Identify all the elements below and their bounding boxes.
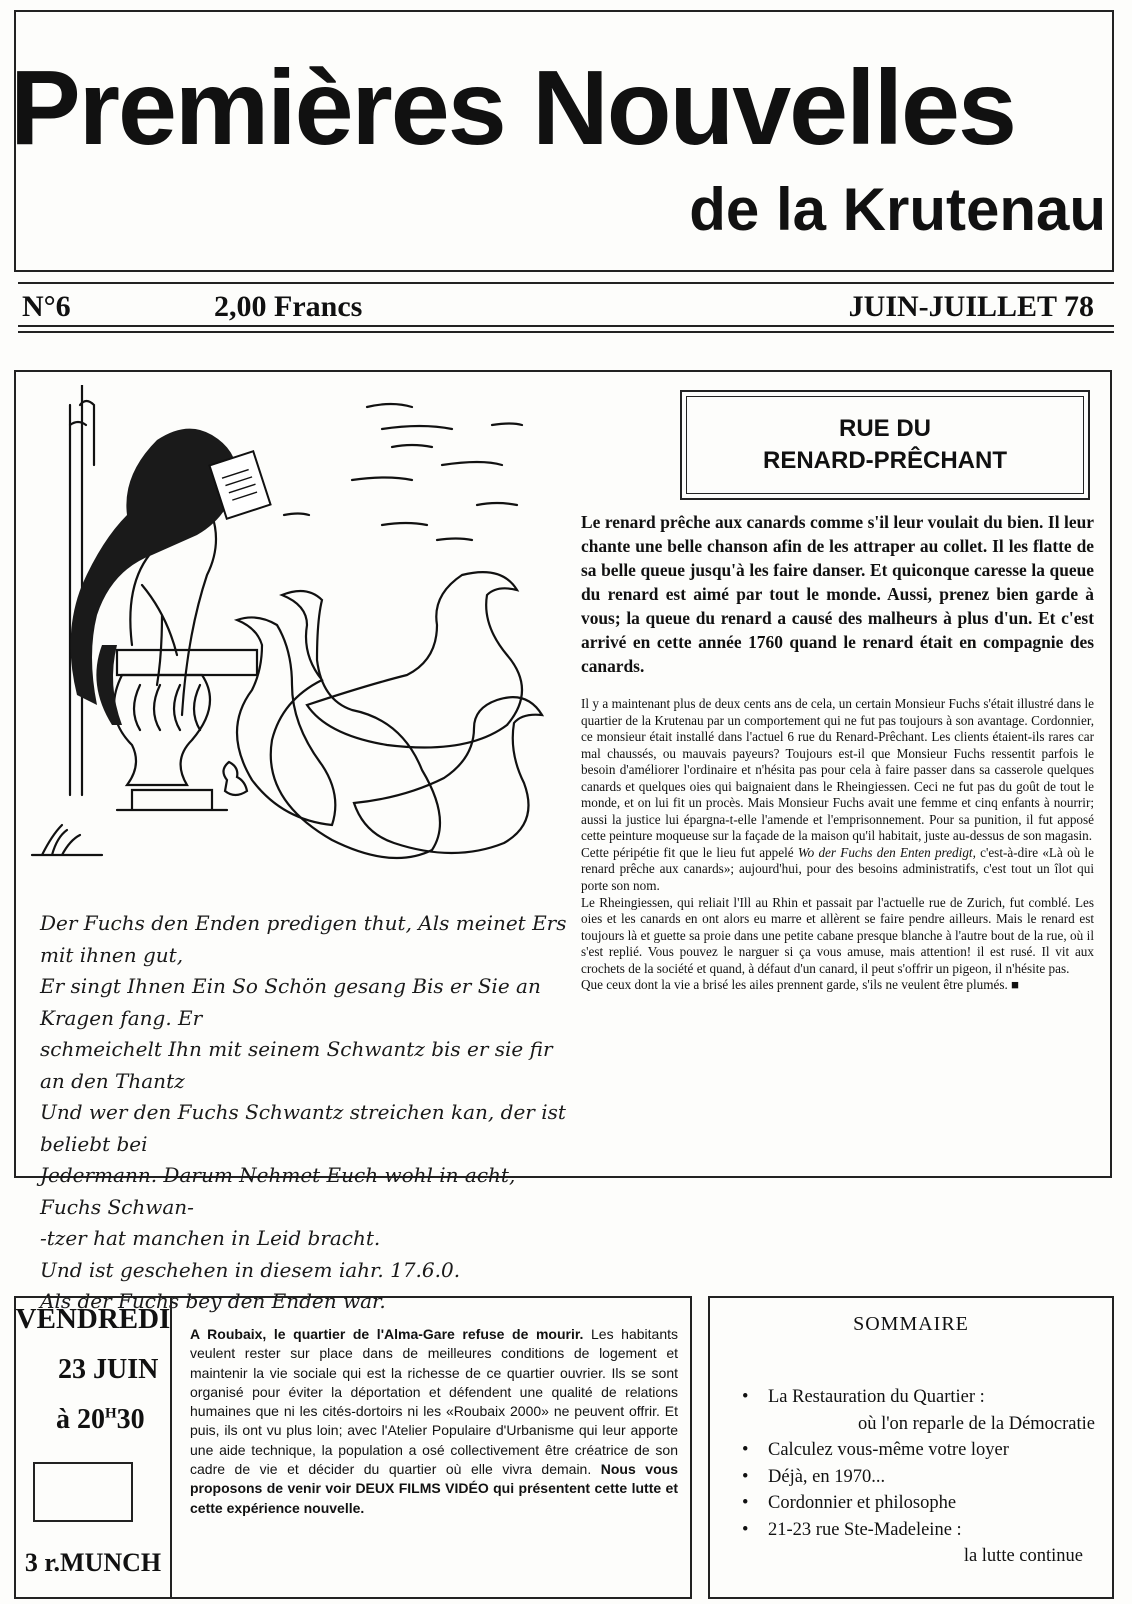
issue-date: JUIN-JUILLET 78 <box>848 290 1094 323</box>
issue-number: N°6 <box>22 290 71 323</box>
event-place: 3 r.MUNCH <box>24 1548 162 1577</box>
verse-line: Der Fuchs den Enden predigen thut, Als meinet Ers mit ihnen gut, <box>40 911 567 967</box>
summary-item <box>742 1517 1097 1544</box>
event-blank-box <box>33 1462 133 1522</box>
summary-item-label: 21-23 rue Ste-Madeleine : <box>768 1519 962 1540</box>
verse-line: Als der Fuchs bey den Enden war. <box>40 1289 386 1313</box>
issue-price: 2,00 Francs <box>214 290 363 323</box>
article-body <box>581 696 1094 994</box>
bullet-icon: • <box>742 1519 749 1540</box>
headline-line-2: RENARD-PRÊCHANT <box>763 447 1007 474</box>
article-paragraph-1: Il y a maintenant plus de deux cents ans de cela, un certain Monsieur Fuchs s'était illustré dans le quartier de la Krutenau par un comportement qui ne fut pas toujours à son avantage. Cordonnier, ce monsieur était installé dans l'actuel 6 rue du Renard-Prêchant. Les clients étaient-ils rares car mal chaussés, ou mauvais payeurs? Toujours est-il que Monsieur Fuchs ressentit parfois le besoin d'améliorer l'ordinaire et n'hésita pas pour cela à faire passer dans sa casserole quelques canards et quelques oies qui baignaient dans le Rheingiessen. Ceci ne fut pas du goût de tout le monde, et on lui fit un procès. Mais Monsieur Fuchs avait une femme et cinq enfants à nourrir; aussi la justice lui épargna-t-elle l'amende et l'emprisonnement. Pour sa punition, il fut apposé cette peinture moqueuse sur la façade de la maison qu'il habitait, juste au-dessus de son magasin. <box>581 696 1094 844</box>
bullet-icon: • <box>742 1440 749 1460</box>
summary-item <box>742 1437 1097 1464</box>
event-time-minutes: 30 <box>116 1404 145 1435</box>
summary-item <box>742 1464 1097 1491</box>
summary-title: SOMMAIRE <box>853 1313 969 1335</box>
headline-inner-frame <box>686 396 1084 494</box>
event-time <box>56 1406 145 1434</box>
bullet-icon: • <box>742 1466 749 1487</box>
paragraph-2-end: c'est-à-dire «Là où le renard prêche aux canards»; aujourd'hui, pour des besoins administratifs, c'est tout un îlot qui porte son nom. <box>581 844 1094 894</box>
event-time-h-mark: H <box>105 1405 117 1422</box>
summary-item <box>742 1490 1097 1517</box>
summary-list <box>742 1384 1097 1570</box>
german-verse-inscription <box>40 908 570 1318</box>
summary-item-label: Calculez vous-même votre loyer <box>768 1440 1009 1460</box>
summary-item-continuation: la lutte continue <box>963 1546 1083 1566</box>
newspaper-title: Premières Nouvelles <box>10 49 1015 167</box>
promo-body: Les habitants veulent rester sur place dans de meilleures conditions de logement et maintenir la vie sociale qui est la richesse de ce quartier ouvrier. Ils se sont organisé pour éviter la déportation et défendent une qualité de relations humaines que ni les cités-dortoirs ni les «Roubaix 2000» ne peuvent offrir. Et puis, ils ont vu plus loin; avec l'Atelier Populaire d'Urbanisme qui leur apporte une aide technique, la population a osé collectivement être créatrice de son cadre de vie et décider du quartier où elle vivra demain. <box>190 1326 678 1478</box>
summary-item-label: Déjà, en 1970... <box>768 1466 886 1487</box>
article-paragraph-3: Le Rheingiessen, qui reliait l'Ill au Rhin et passait par l'actuelle rue de Zurich, fut comblé. Les oies et les canards en ont alors eu marre et allèrent se faire pendre ailleurs. Mais le renard est toujours là et guette sa proie dans une petite cabane presque blanche à l'autre bout de la rue, où il s'est replié. Vous pouvez le narguer si ça vous amuse, mais attention! il est rusé. Il vit aux crochets de la société et quand, à défaut d'un canard, il peut s'offrir un pigeon, il n'hésite pas. <box>581 894 1094 976</box>
summary-item-continuation: où l'on reparle de la Démocratie <box>857 1413 1095 1434</box>
promo-intro: A Roubaix, le quartier de l'Alma-Gare refuse de mourir. <box>190 1326 584 1342</box>
article-paragraph-4: Que ceux dont la vie a brisé les ailes prennent garde, s'ils ne veulent être plumés. ■ <box>581 977 1020 993</box>
headline-line-1: RUE DU <box>838 414 931 442</box>
event-time-hour: à 20 <box>56 1404 105 1435</box>
event-date: 23 JUIN <box>58 1354 159 1385</box>
verse-line: schmeichelt Ihn mit seinem Schwantz bis er sie fir an den Thantz <box>40 1037 553 1093</box>
top-rule <box>18 282 1114 284</box>
newspaper-subtitle: de la Krutenau <box>689 176 1106 243</box>
verse-line: Und ist geschehen in diesem iahr. 17.6.0. <box>40 1257 461 1282</box>
fox-preaching-illustration <box>22 385 577 895</box>
summary-item-label: Cordonnier et philosophe <box>768 1493 957 1513</box>
summary-item <box>742 1384 1097 1411</box>
headline-frame <box>680 390 1090 500</box>
bottom-rule <box>18 325 1114 327</box>
verse-line: -tzer hat manchen in Leid bracht. <box>40 1226 381 1250</box>
bullet-icon: • <box>742 1387 749 1407</box>
verse-line: Und wer den Fuchs Schwantz streichen kan, der ist beliebt bei <box>40 1100 566 1156</box>
event-day: VENDREDI <box>15 1303 171 1335</box>
paragraph-2-start: Cette péripétie fit que le lieu fut appelé <box>581 844 798 860</box>
german-place-name: Wo der Fuchs den Enten predigt, <box>797 844 976 860</box>
bullet-icon: • <box>742 1493 749 1513</box>
promo-text <box>190 1325 678 1518</box>
verse-line: Er singt Ihnen Ein So Schön gesang Bis er Sie an Kragen fang. Er <box>40 974 541 1030</box>
bottom-rule-double <box>18 331 1114 333</box>
verse-line: Jedermann. Darum Nehmet Euch wohl in acht, Fuchs Schwan- <box>40 1163 516 1219</box>
summary-item-label: La Restauration du Quartier : <box>768 1387 985 1407</box>
article-paragraph-2 <box>581 845 1094 895</box>
article-lead: Le renard prêche aux canards comme s'il leur voulait du bien. Il leur chante une belle chanson afin de les attraper au collet. Il les flatte de sa belle queue jusqu'à les faire danser. Et quiconque caresse la queue du renard est aimé par tout le monde. Aussi, prenez bien garde à vous; la queue du renard a causé des malheurs à plus d'un. Et c'est arrivé en cette année 1760 quand le renard était en compagnie des canards. <box>581 512 1094 676</box>
promo-outro: Nous vous proposons de venir voir DEUX FILMS VIDÉO qui présentent cette lutte et cette expérience nouvelle. <box>190 1461 678 1516</box>
